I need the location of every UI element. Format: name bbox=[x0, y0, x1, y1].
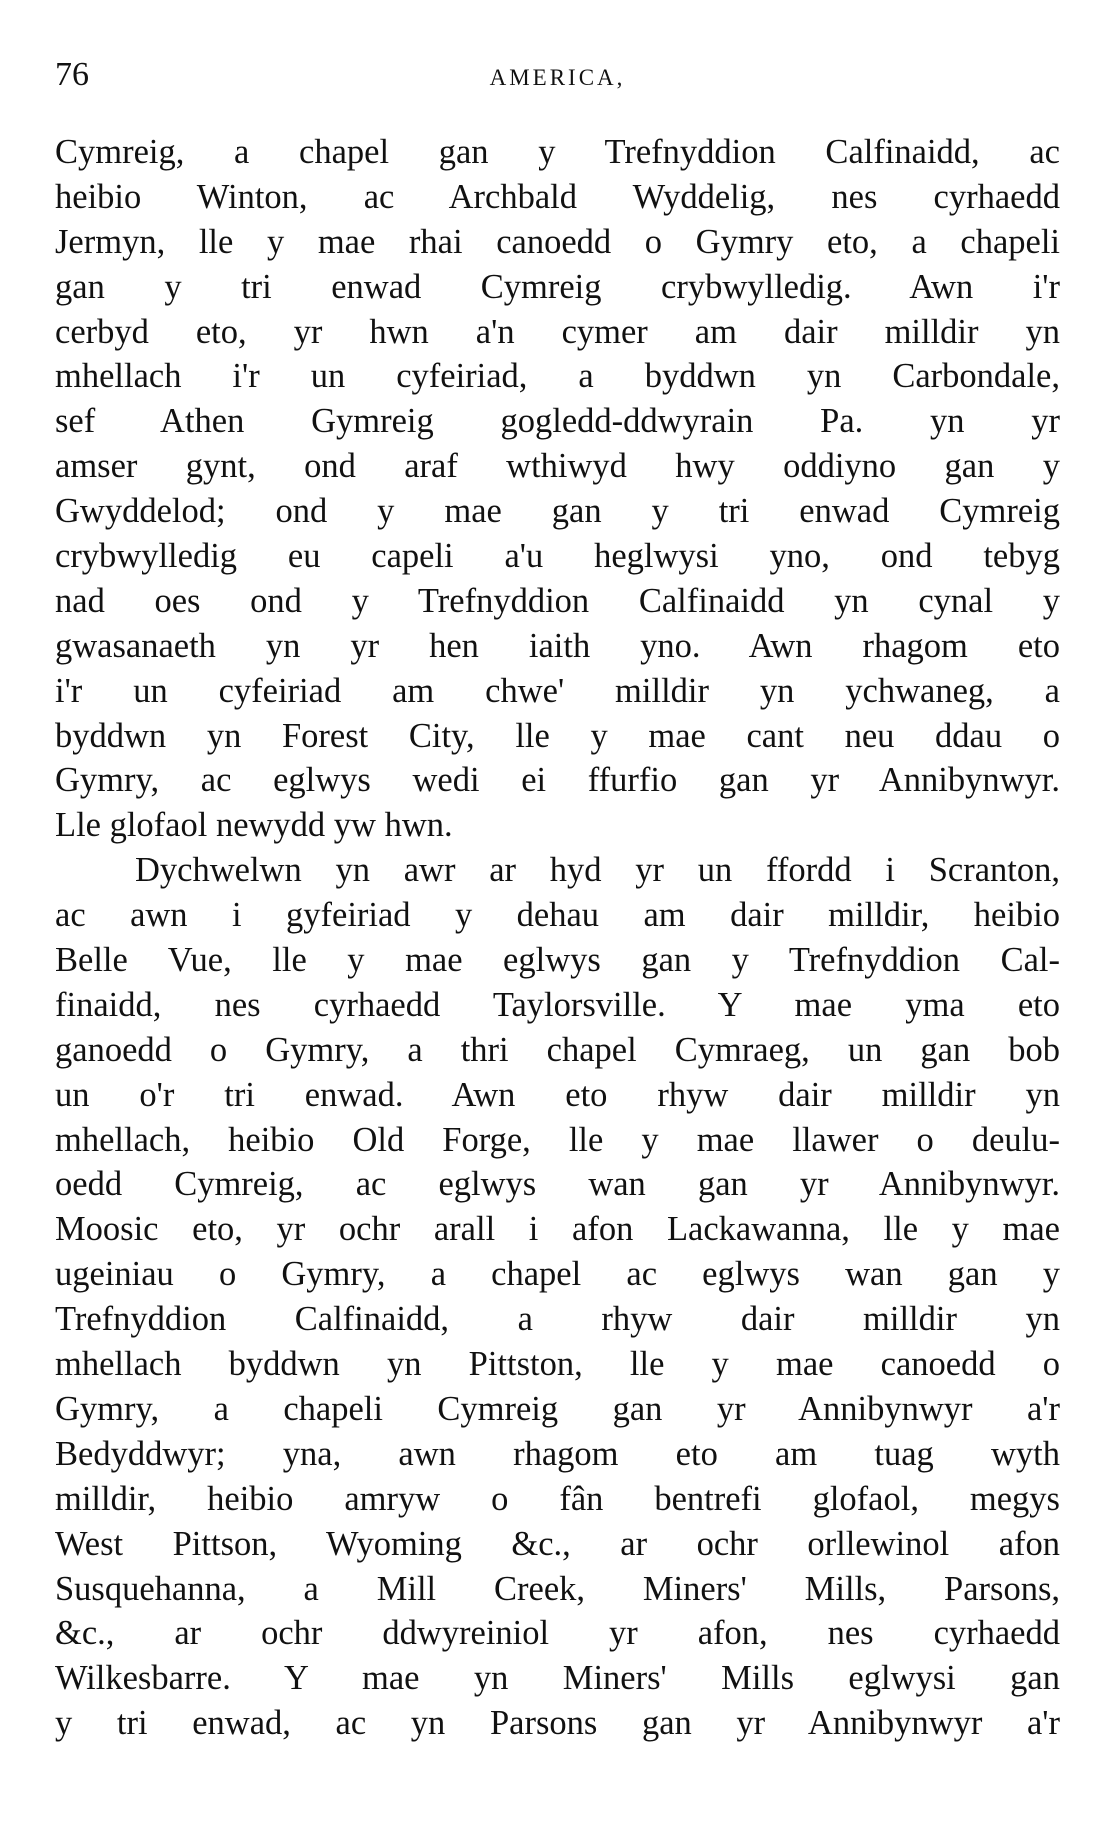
text-line: gan y tri enwad Cymreig crybwylledig. Awn i'r bbox=[55, 267, 1060, 306]
body-text bbox=[55, 130, 1060, 1746]
text-line: ugeiniau o Gymry, a chapel ac eglwys wan gan y bbox=[55, 1255, 1060, 1294]
text-line: mhellach, heibio Old Forge, lle y mae llawer o deulu- bbox=[55, 1120, 1060, 1159]
text-line: Trefnyddion Calfinaidd, a rhyw dair milldir yn bbox=[55, 1300, 1060, 1339]
paragraph-last-line: Lle glofaol newydd yw hwn. bbox=[55, 806, 453, 845]
text-line: oedd Cymreig, ac eglwys wan gan yr Annibynwyr. bbox=[55, 1165, 1060, 1204]
running-head bbox=[55, 55, 1060, 110]
text-line: Cymreig, a chapel gan y Trefnyddion Calfinaidd, ac bbox=[55, 133, 1060, 171]
text-line: crybwylledig eu capeli a'u heglwysi yno, ond tebyg bbox=[55, 537, 1060, 576]
text-line: mhellach byddwn yn Pittston, lle y mae canoedd o bbox=[55, 1345, 1060, 1384]
text-line: Wilkesbarre. Y mae yn Miners' Mills eglwysi gan bbox=[55, 1659, 1060, 1698]
page-number: 76 bbox=[55, 56, 89, 93]
text-line: gwasanaeth yn yr hen iaith yno. Awn rhagom eto bbox=[55, 626, 1060, 665]
text-line: amser gynt, ond araf wthiwyd hwy oddiyno gan y bbox=[55, 447, 1060, 486]
text-line: sef Athen Gymreig gogledd-ddwyrain Pa. yn yr bbox=[55, 402, 1060, 441]
text-line: &c., ar ochr ddwyreiniol yr afon, nes cyrhaedd bbox=[55, 1614, 1060, 1653]
text-line: Susquehanna, a Mill Creek, Miners' Mills, Parsons, bbox=[55, 1569, 1060, 1608]
text-line: milldir, heibio amryw o fân bentrefi glofaol, megys bbox=[55, 1479, 1060, 1518]
text-line: y tri enwad, ac yn Parsons gan yr Annibynwyr a'r bbox=[55, 1704, 1060, 1743]
text-line: heibio Winton, ac Archbald Wyddelig, nes cyrhaedd bbox=[55, 177, 1060, 216]
text-line: West Pittson, Wyoming &c., ar ochr orllewinol afon bbox=[55, 1524, 1060, 1563]
text-line: Bedyddwyr; yna, awn rhagom eto am tuag wyth bbox=[55, 1434, 1060, 1473]
text-line: Jermyn, lle y mae rhai canoedd o Gymry eto, a chapeli bbox=[55, 222, 1060, 261]
book-page bbox=[55, 55, 1060, 1795]
running-title: AMERICA, bbox=[489, 65, 626, 90]
text-line: ac awn i gyfeiriad y dehau am dair milldir, heibio bbox=[55, 896, 1060, 935]
text-line: i'r un cyfeiriad am chwe' milldir yn ychwaneg, a bbox=[55, 671, 1060, 710]
text-line: byddwn yn Forest City, lle y mae cant neu ddau o bbox=[55, 716, 1060, 755]
text-line: un o'r tri enwad. Awn eto rhyw dair milldir yn bbox=[55, 1075, 1060, 1114]
text-line: Gwyddelod; ond y mae gan y tri enwad Cymreig bbox=[55, 492, 1060, 531]
text-line: Belle Vue, lle y mae eglwys gan y Trefnyddion Cal- bbox=[55, 941, 1060, 980]
text-line: finaidd, nes cyrhaedd Taylorsville. Y mae yma eto bbox=[55, 985, 1060, 1024]
text-line: nad oes ond y Trefnyddion Calfinaidd yn cynal y bbox=[55, 581, 1060, 620]
text-line: ganoedd o Gymry, a thri chapel Cymraeg, un gan bob bbox=[55, 1030, 1060, 1069]
text-line: Moosic eto, yr ochr arall i afon Lackawanna, lle y mae bbox=[55, 1210, 1060, 1249]
text-line: cerbyd eto, yr hwn a'n cymer am dair milldir yn bbox=[55, 312, 1060, 351]
text-line: Gymry, ac eglwys wedi ei ffurfio gan yr Annibynwyr. bbox=[55, 761, 1060, 800]
paragraph-first-line: Dychwelwn yn awr ar hyd yr un ffordd i Scranton, bbox=[135, 851, 1060, 890]
text-line: mhellach i'r un cyfeiriad, a byddwn yn Carbondale, bbox=[55, 357, 1060, 396]
text-line: Gymry, a chapeli Cymreig gan yr Annibynwyr a'r bbox=[55, 1389, 1060, 1428]
